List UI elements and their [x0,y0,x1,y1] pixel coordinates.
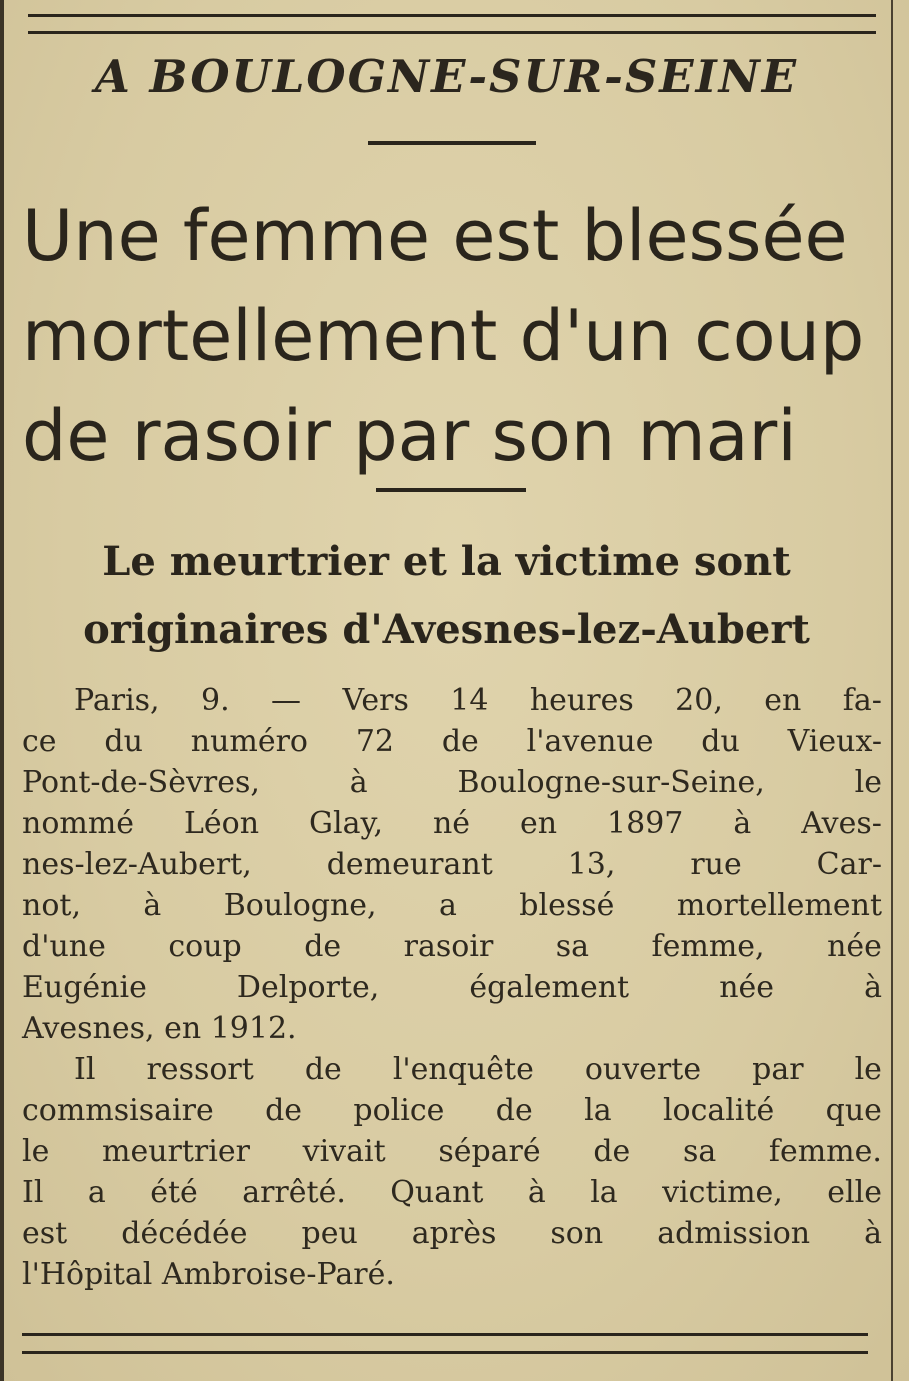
bottom-rule-2 [22,1351,868,1354]
subheadline-line: originaires d'Avesnes-lez-Aubert [83,606,810,653]
article-body [22,680,882,1295]
bottom-rule-1 [22,1333,868,1336]
body-line: est décédée peu après son admission à [22,1216,882,1251]
top-rule-1 [28,14,876,17]
subheadline-line: Le meurtrier et la victime sont [102,538,791,585]
body-line: ce du numéro 72 de l'avenue du Vieux- [22,724,882,759]
top-rule-2 [28,31,876,34]
body-line: d'une coup de rasoir sa femme, née [22,929,882,964]
body-line: Avesnes, en 1912. [22,1011,297,1046]
body-line: Il a été arrêté. Quant à la victime, elle [22,1175,882,1210]
body-line: le meurtrier vivait séparé de sa femme. [22,1134,882,1169]
body-line: Il ressort de l'enquête ouverte par le [74,1052,882,1087]
kicker-divider [368,141,536,145]
body-line: Paris, 9. — Vers 14 heures 20, en fa- [74,683,882,718]
body-line: Pont-de-Sèvres, à Boulogne-sur-Seine, le [22,765,882,800]
headline-line: de rasoir par son mari [22,395,797,477]
headline-line: Une femme est blessée [22,195,848,277]
body-line: Eugénie Delporte, également née à [22,970,882,1005]
body-line: l'Hôpital Ambroise-Paré. [22,1257,395,1292]
body-line: nes-lez-Aubert, demeurant 13, rue Car- [22,847,882,882]
headline [22,186,892,486]
kicker-location: A BOULOGNE-SUR-SEINE [94,50,799,103]
body-line: not, à Boulogne, a blessé mortellement [22,888,882,923]
headline-line: mortellement d'un coup [22,295,865,377]
left-border [0,0,4,1381]
body-line: nommé Léon Glay, né en 1897 à Aves- [22,806,882,841]
subheadline [0,528,893,664]
headline-divider [376,488,526,492]
body-line: commsisaire de police de la localité que [22,1093,882,1128]
